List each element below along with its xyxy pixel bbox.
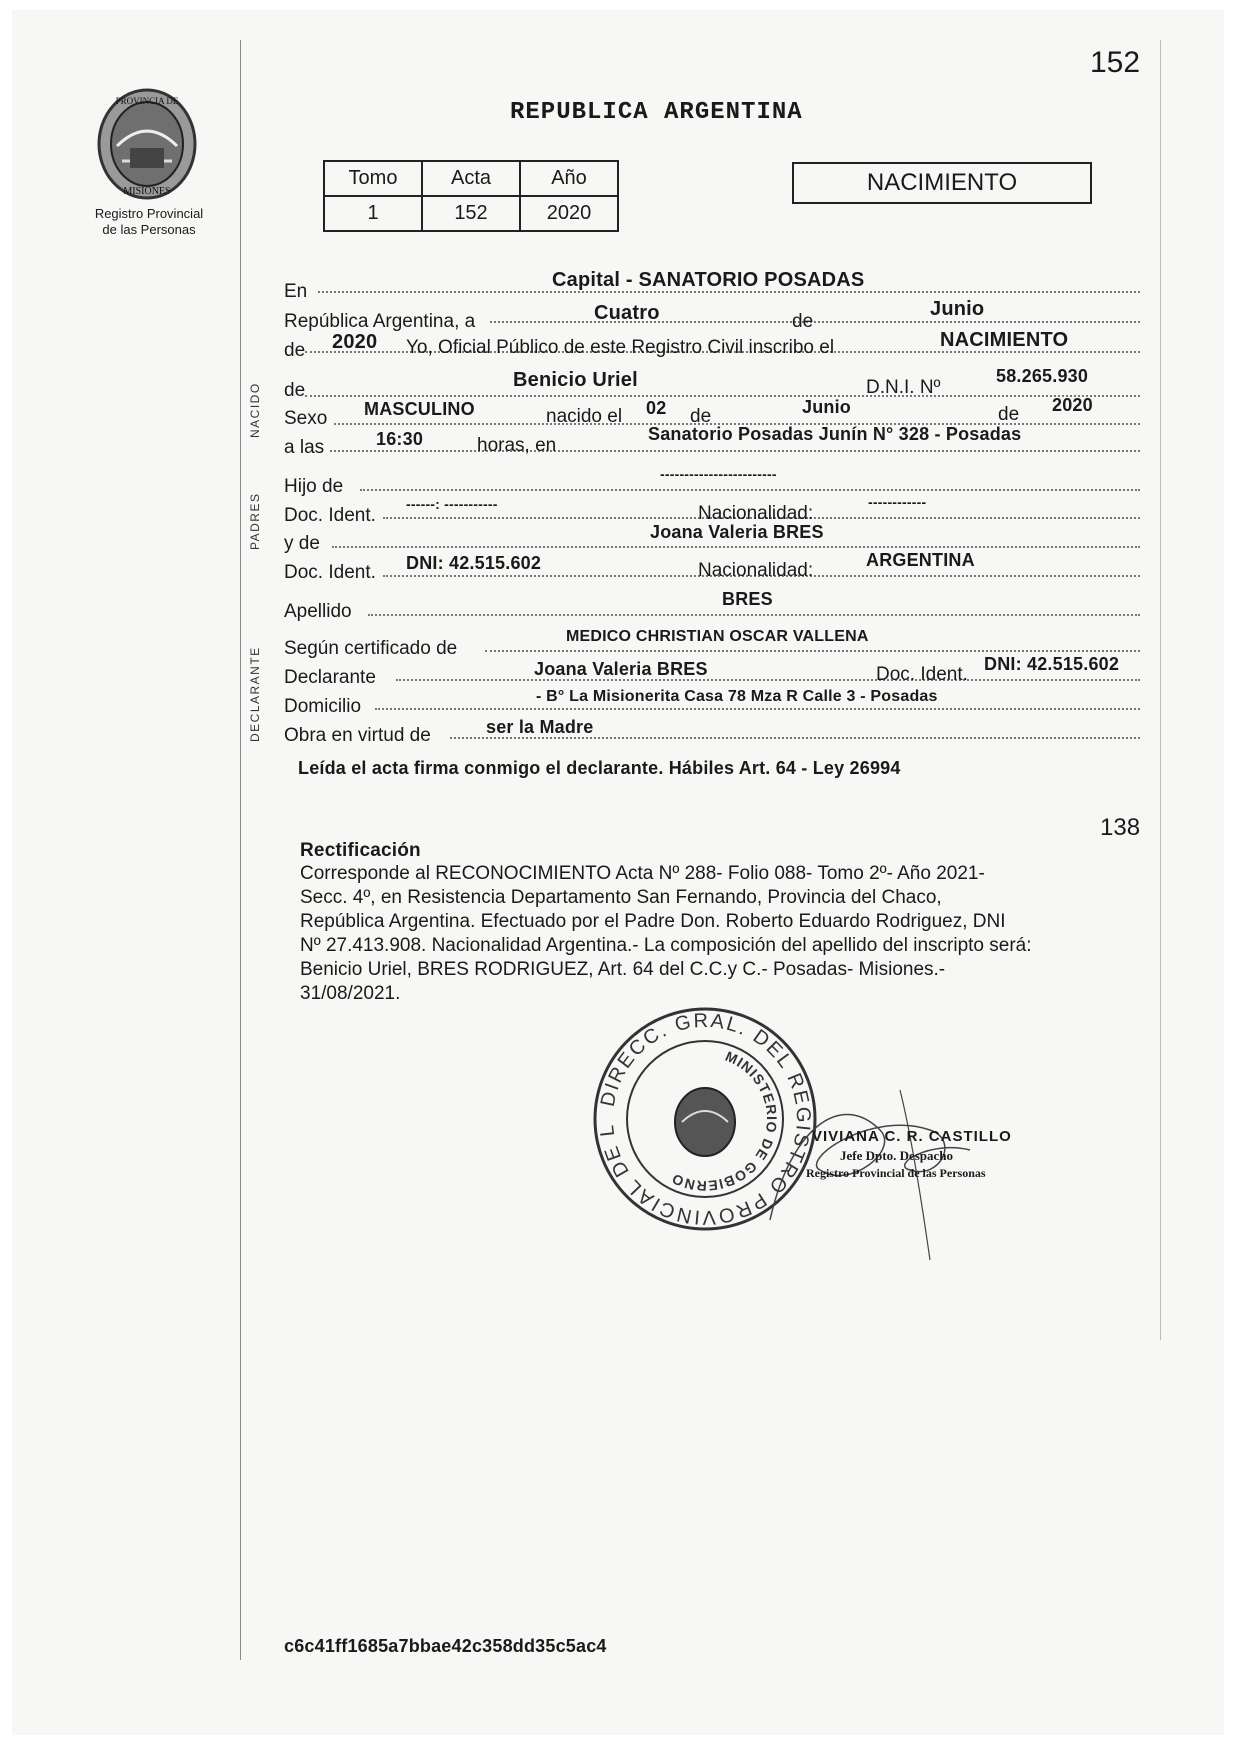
svg-text:MINISTERIO DE GOBIERNO: MINISTERIO DE GOBIERNO [668, 1047, 781, 1195]
dotted-line [396, 679, 1140, 681]
value-padre: ------------------------ [660, 466, 777, 482]
label-en: En [284, 281, 308, 302]
label-y-de: y de [284, 533, 320, 554]
rectificacion-text [300, 862, 1032, 1006]
signature-title: Jefe Dpto. Despacho [840, 1148, 954, 1163]
label-hijo-de: Hijo de [284, 476, 344, 497]
value-nac-dia: 02 [646, 398, 667, 418]
label-domicilio: Domicilio [284, 696, 362, 717]
rectificacion-number: 138 [1100, 814, 1141, 841]
signature-name: VIVIANA C. R. CASTILLO [812, 1128, 1012, 1145]
table-value-tomo: 1 [324, 196, 422, 231]
act-type-box: NACIMIENTO [792, 162, 1092, 204]
dotted-line [375, 708, 1140, 710]
country-title: REPUBLICA ARGENTINA [510, 99, 803, 126]
value-declarante-doc: DNI: 42.515.602 [984, 654, 1120, 674]
label-republica: República Argentina, a [284, 311, 476, 332]
left-margin-line [240, 40, 241, 1660]
dotted-line [368, 614, 1140, 616]
registry-name-line1: Registro Provincial [94, 206, 204, 221]
value-nombre: Benicio Uriel [513, 369, 638, 391]
value-lugar: Capital - SANATORIO POSADAS [552, 269, 865, 291]
rectificacion-line: Benicio Uriel, BRES RODRIGUEZ, Art. 64 del C.C.y C.- Posadas- Misiones.- [300, 959, 946, 980]
dotted-line [360, 489, 1140, 491]
value-padre-nac: ------------ [868, 494, 927, 510]
dotted-line [332, 546, 1140, 548]
label-doc-ident1: Doc. Ident. [284, 505, 376, 526]
value-nac-anio: 2020 [1052, 395, 1093, 415]
value-certificado: MEDICO CHRISTIAN OSCAR VALLENA [566, 628, 869, 645]
label-doc-ident2: Doc. Ident. [284, 562, 376, 583]
value-madre: Joana Valeria BRES [650, 522, 824, 542]
label-de3: de [284, 380, 306, 401]
page-number: 152 [1090, 46, 1141, 79]
value-dia: Cuatro [594, 302, 660, 324]
table-value-anio: 2020 [520, 196, 618, 231]
label-apellido: Apellido [284, 601, 352, 622]
province-logo [92, 86, 202, 206]
value-hora: 16:30 [376, 429, 424, 449]
svg-text:PROVINCIA DE: PROVINCIA DE [115, 96, 179, 106]
label-de1: de [792, 311, 814, 332]
label-sexo: Sexo [284, 408, 328, 429]
label-declarante: Declarante [284, 667, 376, 688]
value-mes: Junio [930, 298, 985, 320]
registry-table [323, 160, 619, 232]
dotted-line [305, 395, 1140, 397]
label-nacionalidad1: Nacionalidad: [698, 503, 814, 524]
rectificacion-line: República Argentina. Efectuado por el Padre Don. Roberto Eduardo Rodriguez, DNI [300, 911, 1006, 932]
right-margin-line [1160, 40, 1161, 1340]
rectificacion-line: 31/08/2021. [300, 983, 401, 1004]
document-hash: c6c41ff1685a7bbae42c358dd35c5ac4 [284, 1636, 607, 1656]
rectificacion-title: Rectificación [300, 840, 421, 861]
label-a-las: a las [284, 437, 325, 458]
signature-org: Registro Provincial de las Personas [806, 1166, 986, 1180]
value-dni: 58.265.930 [996, 366, 1089, 386]
value-lugar-nac: Sanatorio Posadas Junín N° 328 - Posadas [648, 424, 1022, 444]
label-nacionalidad2: Nacionalidad: [698, 560, 814, 581]
value-anio: 2020 [332, 331, 378, 353]
value-nac-mes: Junio [802, 397, 851, 417]
label-segun: Según certificado de [284, 638, 458, 659]
rectificacion-line: Corresponde al RECONOCIMIENTO Acta Nº 288- Folio 088- Tomo 2º- Año 2021- [300, 863, 985, 884]
value-sexo: MASCULINO [364, 399, 475, 419]
value-madre-doc: DNI: 42.515.602 [406, 553, 542, 573]
label-horas-en: horas, en [477, 435, 557, 456]
table-header-tomo: Tomo [324, 161, 422, 196]
value-tipo: NACIMIENTO [940, 329, 1069, 351]
label-dni: D.N.I. Nº [866, 377, 941, 398]
dotted-line [330, 450, 1140, 452]
side-label-declarante: DECLARANTE [248, 646, 262, 742]
value-apellido: BRES [722, 589, 773, 609]
table-header-acta: Acta [422, 161, 520, 196]
closing-line: Leída el acta firma conmigo el declarante. Hábiles Art. 64 - Ley 26994 [298, 758, 901, 778]
table-header-anio: Año [520, 161, 618, 196]
value-padre-doc: ------: ----------- [406, 496, 498, 512]
dotted-line [485, 650, 1140, 652]
svg-text:DIRECC. GRAL. DEL REGISTRO PRO: DIRECC. GRAL. DEL REGISTRO PROVINCIAL DE L [595, 1009, 815, 1229]
label-de4: de [690, 406, 712, 427]
label-nacido-el: nacido el [546, 406, 623, 427]
registry-name-line2: de las Personas [102, 222, 196, 237]
svg-text:MISIONES: MISIONES [123, 186, 171, 197]
rectificacion-line: Nº 27.413.908. Nacionalidad Argentina.- La composición del apellido del inscripto será: [300, 935, 1032, 956]
value-madre-nac: ARGENTINA [866, 550, 975, 570]
label-obra: Obra en virtud de [284, 725, 431, 746]
value-obra: ser la Madre [486, 717, 594, 737]
label-de5: de [998, 404, 1020, 425]
label-de2: de [284, 340, 306, 361]
side-label-padres: PADRES [248, 492, 262, 550]
rectificacion-line: Secc. 4º, en Resistencia Departamento San Fernando, Provincia del Chaco, [300, 887, 942, 908]
side-label-nacido: NACIDO [248, 382, 262, 438]
value-declarante: Joana Valeria BRES [534, 659, 708, 679]
label-yo: Yo, Oficial Público de este Registro Civil inscribo el [406, 337, 835, 358]
table-value-acta: 152 [422, 196, 520, 231]
label-doc-ident3: Doc. Ident. [876, 664, 968, 685]
dotted-line [490, 321, 1140, 323]
value-domicilio: - B° La Misionerita Casa 78 Mza R Calle 3 - Posadas [536, 688, 938, 705]
